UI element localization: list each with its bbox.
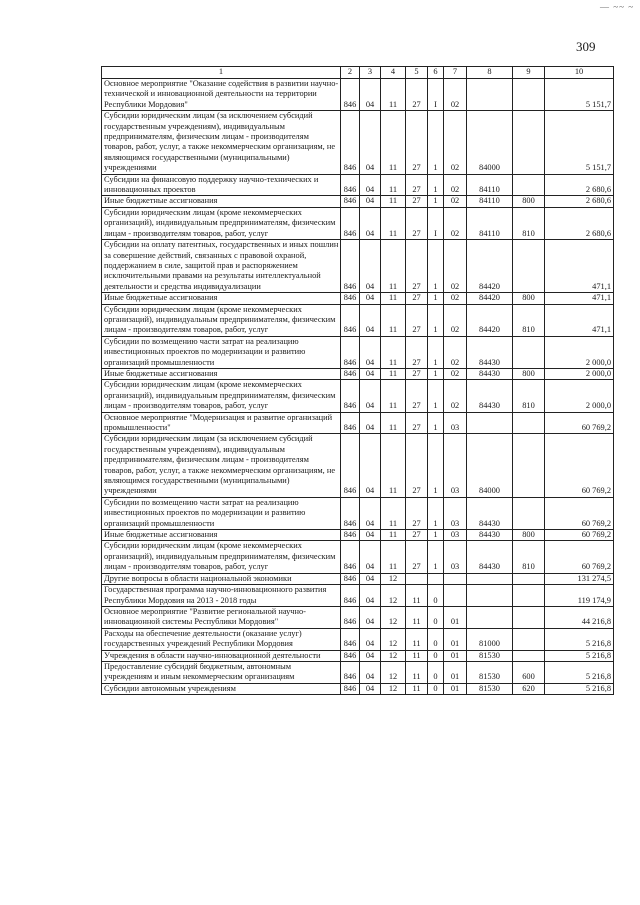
expense-type-cell [513, 650, 545, 661]
program-cell: 27 [406, 196, 428, 207]
program-cell: 11 [406, 683, 428, 694]
table-row [102, 304, 614, 336]
program-cell: 11 [406, 628, 428, 650]
code-cell: 846 [341, 497, 360, 529]
direction-cell: 84430 [467, 530, 513, 541]
code-cell: 846 [341, 336, 360, 368]
section-cell: 04 [360, 573, 381, 584]
expense-type-cell [513, 111, 545, 174]
subprogram-cell: 1 [428, 111, 444, 174]
expense-type-cell [513, 606, 545, 628]
expense-type-cell [513, 174, 545, 196]
section-cell: 04 [360, 79, 381, 111]
amount-cell: 5 216,8 [545, 683, 614, 694]
subsection-cell: 11 [381, 111, 406, 174]
subprogram-cell: 0 [428, 661, 444, 683]
subsection-cell: 12 [381, 628, 406, 650]
expense-type-cell: 620 [513, 683, 545, 694]
program-cell: 11 [406, 650, 428, 661]
subprogram-cell: 1 [428, 541, 444, 573]
section-cell: 04 [360, 240, 381, 293]
subprogram-cell: 1 [428, 240, 444, 293]
activity-cell: 03 [444, 530, 467, 541]
direction-cell: 84420 [467, 304, 513, 336]
description-cell: Государственная программа научно-инновационного развития Республики Мордовия на 2013 - 2018 годы [102, 585, 341, 607]
section-cell: 04 [360, 111, 381, 174]
program-cell: 27 [406, 304, 428, 336]
expense-type-cell: 810 [513, 207, 545, 239]
subsection-cell: 11 [381, 196, 406, 207]
amount-cell: 5 216,8 [545, 628, 614, 650]
direction-cell: 84000 [467, 111, 513, 174]
amount-cell: 5 216,8 [545, 661, 614, 683]
header-cell: 2 [341, 67, 360, 79]
description-cell: Субсидии юридическим лицам (кроме некоммерческих организаций), индивидуальным предпринимателям, физическим лицам - производителям товаров, работ, услуг [102, 304, 341, 336]
section-cell: 04 [360, 683, 381, 694]
activity-cell: 02 [444, 111, 467, 174]
table-row [102, 585, 614, 607]
section-cell: 04 [360, 530, 381, 541]
amount-cell: 2 000,0 [545, 380, 614, 412]
page-number: 309 [576, 39, 596, 54]
program-cell: 11 [406, 661, 428, 683]
program-cell: 27 [406, 380, 428, 412]
section-cell: 04 [360, 541, 381, 573]
description-cell: Иные бюджетные ассигнования [102, 293, 341, 304]
table-row [102, 434, 614, 497]
program-cell [406, 573, 428, 584]
amount-cell: 60 769,2 [545, 497, 614, 529]
direction-cell: 84000 [467, 434, 513, 497]
direction-cell: 84110 [467, 207, 513, 239]
description-cell: Субсидии по возмещению части затрат на реализацию инвестиционных проектов по модернизации и развитию организаций промышленности [102, 497, 341, 529]
direction-cell: 84420 [467, 240, 513, 293]
subprogram-cell: 1 [428, 530, 444, 541]
description-cell: Иные бюджетные ассигнования [102, 368, 341, 379]
description-cell: Учреждения в области научно-инновационной деятельности [102, 650, 341, 661]
header-cell: 3 [360, 67, 381, 79]
subprogram-cell: 0 [428, 650, 444, 661]
subprogram-cell: 1 [428, 174, 444, 196]
subsection-cell: 12 [381, 650, 406, 661]
code-cell: 846 [341, 207, 360, 239]
activity-cell: 01 [444, 606, 467, 628]
expense-type-cell [513, 573, 545, 584]
activity-cell: 01 [444, 661, 467, 683]
table-row [102, 111, 614, 174]
subprogram-cell: I [428, 207, 444, 239]
program-cell: 27 [406, 79, 428, 111]
amount-cell: 471,1 [545, 293, 614, 304]
amount-cell: 2 680,6 [545, 196, 614, 207]
subprogram-cell: 0 [428, 628, 444, 650]
activity-cell: 02 [444, 293, 467, 304]
code-cell: 846 [341, 79, 360, 111]
program-cell: 27 [406, 293, 428, 304]
code-cell: 846 [341, 240, 360, 293]
subprogram-cell: 0 [428, 683, 444, 694]
budget-table [101, 66, 614, 695]
direction-cell: 84430 [467, 497, 513, 529]
table-row [102, 541, 614, 573]
subsection-cell: 11 [381, 304, 406, 336]
section-cell: 04 [360, 368, 381, 379]
subsection-cell: 11 [381, 412, 406, 434]
direction-cell [467, 585, 513, 607]
amount-cell: 471,1 [545, 240, 614, 293]
code-cell: 846 [341, 530, 360, 541]
expense-type-cell: 810 [513, 541, 545, 573]
header-cell: 1 [102, 67, 341, 79]
subprogram-cell: 1 [428, 412, 444, 434]
code-cell: 846 [341, 628, 360, 650]
subprogram-cell: 1 [428, 368, 444, 379]
expense-type-cell: 800 [513, 530, 545, 541]
description-cell: Субсидии юридическим лицам (за исключением субсидий государственным учреждениям), индивидуальным предпринимателям, физическим лицам - производителям товаров, работ, услуг, а также некоммерческим организациям, не являющимся государственными (муниципальными) учреждениями [102, 434, 341, 497]
program-cell: 11 [406, 606, 428, 628]
table-header-row [102, 67, 614, 79]
expense-type-cell [513, 628, 545, 650]
activity-cell: 03 [444, 412, 467, 434]
description-cell: Субсидии юридическим лицам (кроме некоммерческих организаций), индивидуальным предпринимателям, физическим лицам - производителям товаров, работ, услуг [102, 380, 341, 412]
subsection-cell: 11 [381, 380, 406, 412]
program-cell: 27 [406, 530, 428, 541]
amount-cell: 471,1 [545, 304, 614, 336]
subsection-cell: 11 [381, 434, 406, 497]
subprogram-cell: 1 [428, 196, 444, 207]
subsection-cell: 11 [381, 541, 406, 573]
expense-type-cell [513, 585, 545, 607]
header-cell: 4 [381, 67, 406, 79]
direction-cell: 84420 [467, 293, 513, 304]
section-cell: 04 [360, 304, 381, 336]
activity-cell: 03 [444, 434, 467, 497]
table-row [102, 196, 614, 207]
header-cell: 7 [444, 67, 467, 79]
header-cell: 5 [406, 67, 428, 79]
subprogram-cell: 0 [428, 606, 444, 628]
header-cell: 8 [467, 67, 513, 79]
section-cell: 04 [360, 293, 381, 304]
program-cell: 27 [406, 412, 428, 434]
expense-type-cell [513, 497, 545, 529]
code-cell: 846 [341, 661, 360, 683]
section-cell: 04 [360, 207, 381, 239]
description-cell: Другие вопросы в области национальной экономики [102, 573, 341, 584]
expense-type-cell [513, 79, 545, 111]
subsection-cell: 12 [381, 683, 406, 694]
section-cell: 04 [360, 606, 381, 628]
subsection-cell: 11 [381, 336, 406, 368]
amount-cell: 44 216,8 [545, 606, 614, 628]
activity-cell: 02 [444, 79, 467, 111]
subsection-cell: 12 [381, 606, 406, 628]
amount-cell: 60 769,2 [545, 541, 614, 573]
description-cell: Субсидии юридическим лицам (за исключением субсидий государственным учреждениям), индивидуальным предпринимателям, физическим лицам - производителям товаров, работ, услуг, а также некоммерческим организациям, не являющимся государственными (муниципальными) учреждениями [102, 111, 341, 174]
program-cell: 27 [406, 111, 428, 174]
subsection-cell: 12 [381, 573, 406, 584]
program-cell: 27 [406, 174, 428, 196]
amount-cell: 60 769,2 [545, 434, 614, 497]
direction-cell: 84430 [467, 380, 513, 412]
expense-type-cell: 800 [513, 196, 545, 207]
table-row [102, 240, 614, 293]
description-cell: Расходы на обеспечение деятельности (оказание услуг) государственных учреждений Республики Мордовия [102, 628, 341, 650]
subprogram-cell: I [428, 79, 444, 111]
expense-type-cell [513, 412, 545, 434]
subsection-cell: 11 [381, 174, 406, 196]
expense-type-cell [513, 434, 545, 497]
activity-cell: 01 [444, 628, 467, 650]
amount-cell: 5 151,7 [545, 111, 614, 174]
section-cell: 04 [360, 196, 381, 207]
activity-cell: 02 [444, 368, 467, 379]
activity-cell: 02 [444, 207, 467, 239]
description-cell: Основное мероприятие "Модернизация и развитие организаций промышленности" [102, 412, 341, 434]
section-cell: 04 [360, 174, 381, 196]
table-row [102, 606, 614, 628]
subprogram-cell: 1 [428, 497, 444, 529]
code-cell: 846 [341, 650, 360, 661]
activity-cell: 02 [444, 240, 467, 293]
amount-cell: 2 000,0 [545, 368, 614, 379]
description-cell: Основное мероприятие "Оказание содействия в развитии научно-технической и инновационной деятельности на территории Республики Мордовия" [102, 79, 341, 111]
subsection-cell: 12 [381, 661, 406, 683]
direction-cell: 84110 [467, 174, 513, 196]
expense-type-cell: 800 [513, 368, 545, 379]
subsection-cell: 11 [381, 497, 406, 529]
section-cell: 04 [360, 497, 381, 529]
table-row [102, 683, 614, 694]
amount-cell: 131 274,5 [545, 573, 614, 584]
program-cell: 27 [406, 434, 428, 497]
subsection-cell: 12 [381, 585, 406, 607]
amount-cell: 60 769,2 [545, 412, 614, 434]
amount-cell: 5 151,7 [545, 79, 614, 111]
description-cell: Основное мероприятие "Развитие региональной научно-инновационной системы Республики Мордовия" [102, 606, 341, 628]
code-cell: 846 [341, 573, 360, 584]
code-cell: 846 [341, 368, 360, 379]
description-cell: Субсидии на оплату патентных, государственных и иных пошлин за совершение действий, связанных с правовой охраной, поддержанием в силе, защитой прав и распоряжением исключительными правами на результаты интеллектуальной деятельности и средства индивидуализации [102, 240, 341, 293]
expense-type-cell: 810 [513, 380, 545, 412]
table-row [102, 207, 614, 239]
activity-cell: 02 [444, 174, 467, 196]
code-cell: 846 [341, 304, 360, 336]
table-row [102, 336, 614, 368]
scan-mark: — ~~ ~ [600, 2, 635, 12]
subprogram-cell: 1 [428, 434, 444, 497]
section-cell: 04 [360, 628, 381, 650]
table-row [102, 573, 614, 584]
direction-cell [467, 79, 513, 111]
section-cell: 04 [360, 434, 381, 497]
description-cell: Иные бюджетные ассигнования [102, 530, 341, 541]
activity-cell: 03 [444, 497, 467, 529]
expense-type-cell [513, 240, 545, 293]
code-cell: 846 [341, 196, 360, 207]
header-cell: 10 [545, 67, 614, 79]
activity-cell: 02 [444, 304, 467, 336]
section-cell: 04 [360, 585, 381, 607]
activity-cell: 02 [444, 336, 467, 368]
expense-type-cell: 800 [513, 293, 545, 304]
code-cell: 846 [341, 111, 360, 174]
description-cell: Субсидии юридическим лицам (кроме некоммерческих организаций), индивидуальным предпринимателям, физическим лицам - производителям товаров, работ, услуг [102, 541, 341, 573]
table-row [102, 628, 614, 650]
code-cell: 846 [341, 606, 360, 628]
direction-cell: 81530 [467, 661, 513, 683]
amount-cell: 2 000,0 [545, 336, 614, 368]
table-row [102, 368, 614, 379]
subsection-cell: 11 [381, 207, 406, 239]
code-cell: 846 [341, 683, 360, 694]
description-cell: Субсидии юридическим лицам (кроме некоммерческих организаций), индивидуальным предпринимателям, физическим лицам - производителям товаров, работ, услуг [102, 207, 341, 239]
section-cell: 04 [360, 661, 381, 683]
activity-cell [444, 573, 467, 584]
table-row [102, 412, 614, 434]
table-row [102, 174, 614, 196]
subsection-cell: 11 [381, 79, 406, 111]
subprogram-cell: 1 [428, 304, 444, 336]
amount-cell: 5 216,8 [545, 650, 614, 661]
direction-cell: 81530 [467, 650, 513, 661]
program-cell: 27 [406, 240, 428, 293]
direction-cell: 84430 [467, 336, 513, 368]
subsection-cell: 11 [381, 293, 406, 304]
direction-cell: 84110 [467, 196, 513, 207]
table-row [102, 79, 614, 111]
section-cell: 04 [360, 412, 381, 434]
activity-cell [444, 585, 467, 607]
description-cell: Субсидии автономным учреждениям [102, 683, 341, 694]
activity-cell: 02 [444, 196, 467, 207]
program-cell: 27 [406, 207, 428, 239]
subsection-cell: 11 [381, 240, 406, 293]
activity-cell: 01 [444, 650, 467, 661]
subsection-cell: 11 [381, 530, 406, 541]
header-cell: 6 [428, 67, 444, 79]
program-cell: 27 [406, 368, 428, 379]
description-cell: Иные бюджетные ассигнования [102, 196, 341, 207]
subprogram-cell: 1 [428, 293, 444, 304]
code-cell: 846 [341, 541, 360, 573]
expense-type-cell: 810 [513, 304, 545, 336]
direction-cell [467, 606, 513, 628]
code-cell: 846 [341, 380, 360, 412]
subprogram-cell: 1 [428, 380, 444, 412]
table-row [102, 380, 614, 412]
direction-cell: 81000 [467, 628, 513, 650]
header-cell: 9 [513, 67, 545, 79]
expense-type-cell [513, 336, 545, 368]
table-row [102, 530, 614, 541]
section-cell: 04 [360, 650, 381, 661]
activity-cell: 03 [444, 541, 467, 573]
program-cell: 27 [406, 541, 428, 573]
expense-type-cell: 600 [513, 661, 545, 683]
program-cell: 27 [406, 336, 428, 368]
direction-cell: 84430 [467, 541, 513, 573]
table-row [102, 650, 614, 661]
program-cell: 27 [406, 497, 428, 529]
section-cell: 04 [360, 336, 381, 368]
description-cell: Предоставление субсидий бюджетным, автономным учреждениям и иным некоммерческим организациям [102, 661, 341, 683]
amount-cell: 119 174,9 [545, 585, 614, 607]
subprogram-cell [428, 573, 444, 584]
table-row [102, 497, 614, 529]
code-cell: 846 [341, 412, 360, 434]
code-cell: 846 [341, 293, 360, 304]
activity-cell: 01 [444, 683, 467, 694]
amount-cell: 60 769,2 [545, 530, 614, 541]
amount-cell: 2 680,6 [545, 174, 614, 196]
description-cell: Субсидии по возмещению части затрат на реализацию инвестиционных проектов по модернизации и развитию организаций промышленности [102, 336, 341, 368]
subprogram-cell: 0 [428, 585, 444, 607]
direction-cell [467, 412, 513, 434]
activity-cell: 02 [444, 380, 467, 412]
code-cell: 846 [341, 585, 360, 607]
program-cell: 11 [406, 585, 428, 607]
subprogram-cell: 1 [428, 336, 444, 368]
code-cell: 846 [341, 174, 360, 196]
description-cell: Субсидии на финансовую поддержку научно-технических и инновационных проектов [102, 174, 341, 196]
table-row [102, 661, 614, 683]
direction-cell [467, 573, 513, 584]
table-row [102, 293, 614, 304]
section-cell: 04 [360, 380, 381, 412]
direction-cell: 84430 [467, 368, 513, 379]
amount-cell: 2 680,6 [545, 207, 614, 239]
subsection-cell: 11 [381, 368, 406, 379]
direction-cell: 81530 [467, 683, 513, 694]
code-cell: 846 [341, 434, 360, 497]
